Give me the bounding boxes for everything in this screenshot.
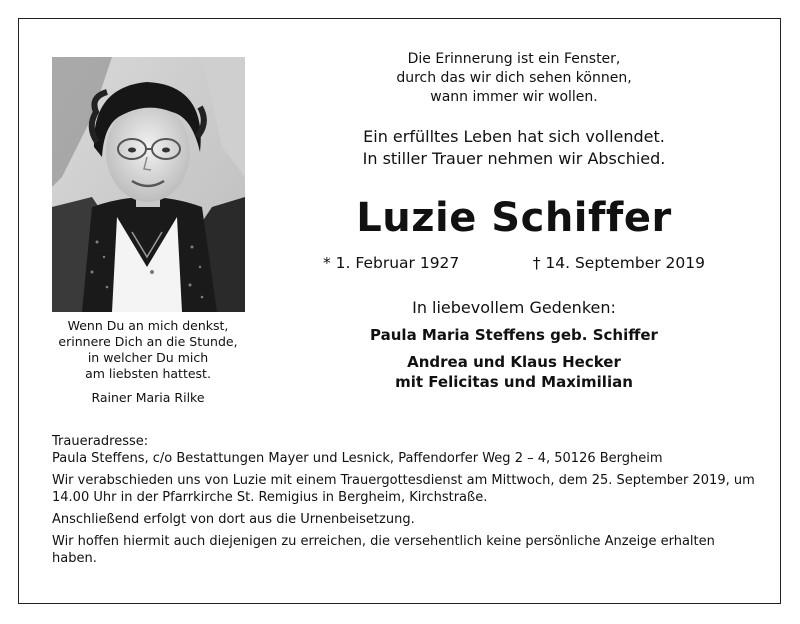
mourner-line: Paula Maria Steffens geb. Schiffer xyxy=(370,326,658,344)
portrait-photo xyxy=(52,57,245,312)
lead-line: In stiller Trauer nehmen wir Abschied. xyxy=(362,149,666,168)
lead-text xyxy=(300,126,728,170)
note-text: Wir hoffen hiermit auch diejenigen zu erreichen, die versehentlich keine persönliche Anzeige erhalten haben. xyxy=(52,534,715,566)
mourner-line: mit Felicitas und Maximilian xyxy=(395,373,633,391)
death-date: † 14. September 2019 xyxy=(532,254,705,272)
poem-author: Rainer Maria Rilke xyxy=(91,390,205,405)
mourners-title: In liebevollem Gedenken: xyxy=(412,298,616,317)
birth-date: * 1. Februar 1927 xyxy=(323,254,460,272)
quote-line: durch das wir dich sehen können, xyxy=(396,70,632,86)
life-dates xyxy=(323,253,705,273)
lead-line: Ein erfülltes Leben hat sich vollendet. xyxy=(363,127,665,146)
quote-line: Die Erinnerung ist ein Fenster, xyxy=(407,51,621,67)
deceased-name: Luzie Schiffer xyxy=(356,195,672,241)
burial-text: Anschließend erfolgt von dort aus die Urnenbeisetzung. xyxy=(52,512,415,527)
mourner-line: Andrea und Klaus Hecker xyxy=(407,353,621,371)
portrait-image xyxy=(52,57,245,312)
address-label: Traueradresse: xyxy=(52,434,149,449)
poem-line: erinnere Dich an die Stunde, xyxy=(58,334,238,349)
address-text: Paula Steffens, c/o Bestattungen Mayer und Lesnick, Paffendorfer Weg 2 – 4, 50126 Bergheim xyxy=(52,451,663,466)
service-text: Wir verabschieden uns von Luzie mit einem Trauergottesdienst am Mittwoch, dem 25. September 2019, um 14.00 Uhr in der Pfarrkirche St. Remigius in Bergheim, Kirchstraße. xyxy=(52,473,755,505)
main-text-column xyxy=(300,50,728,392)
quote-line: wann immer wir wollen. xyxy=(430,89,598,105)
service-details xyxy=(52,433,762,572)
poem-line: Wenn Du an mich denkst, xyxy=(67,318,229,333)
rilke-poem xyxy=(40,318,256,406)
poem-line: in welcher Du mich xyxy=(87,350,209,365)
poem-line: am liebsten hattest. xyxy=(85,366,211,381)
opening-quote xyxy=(300,50,728,107)
